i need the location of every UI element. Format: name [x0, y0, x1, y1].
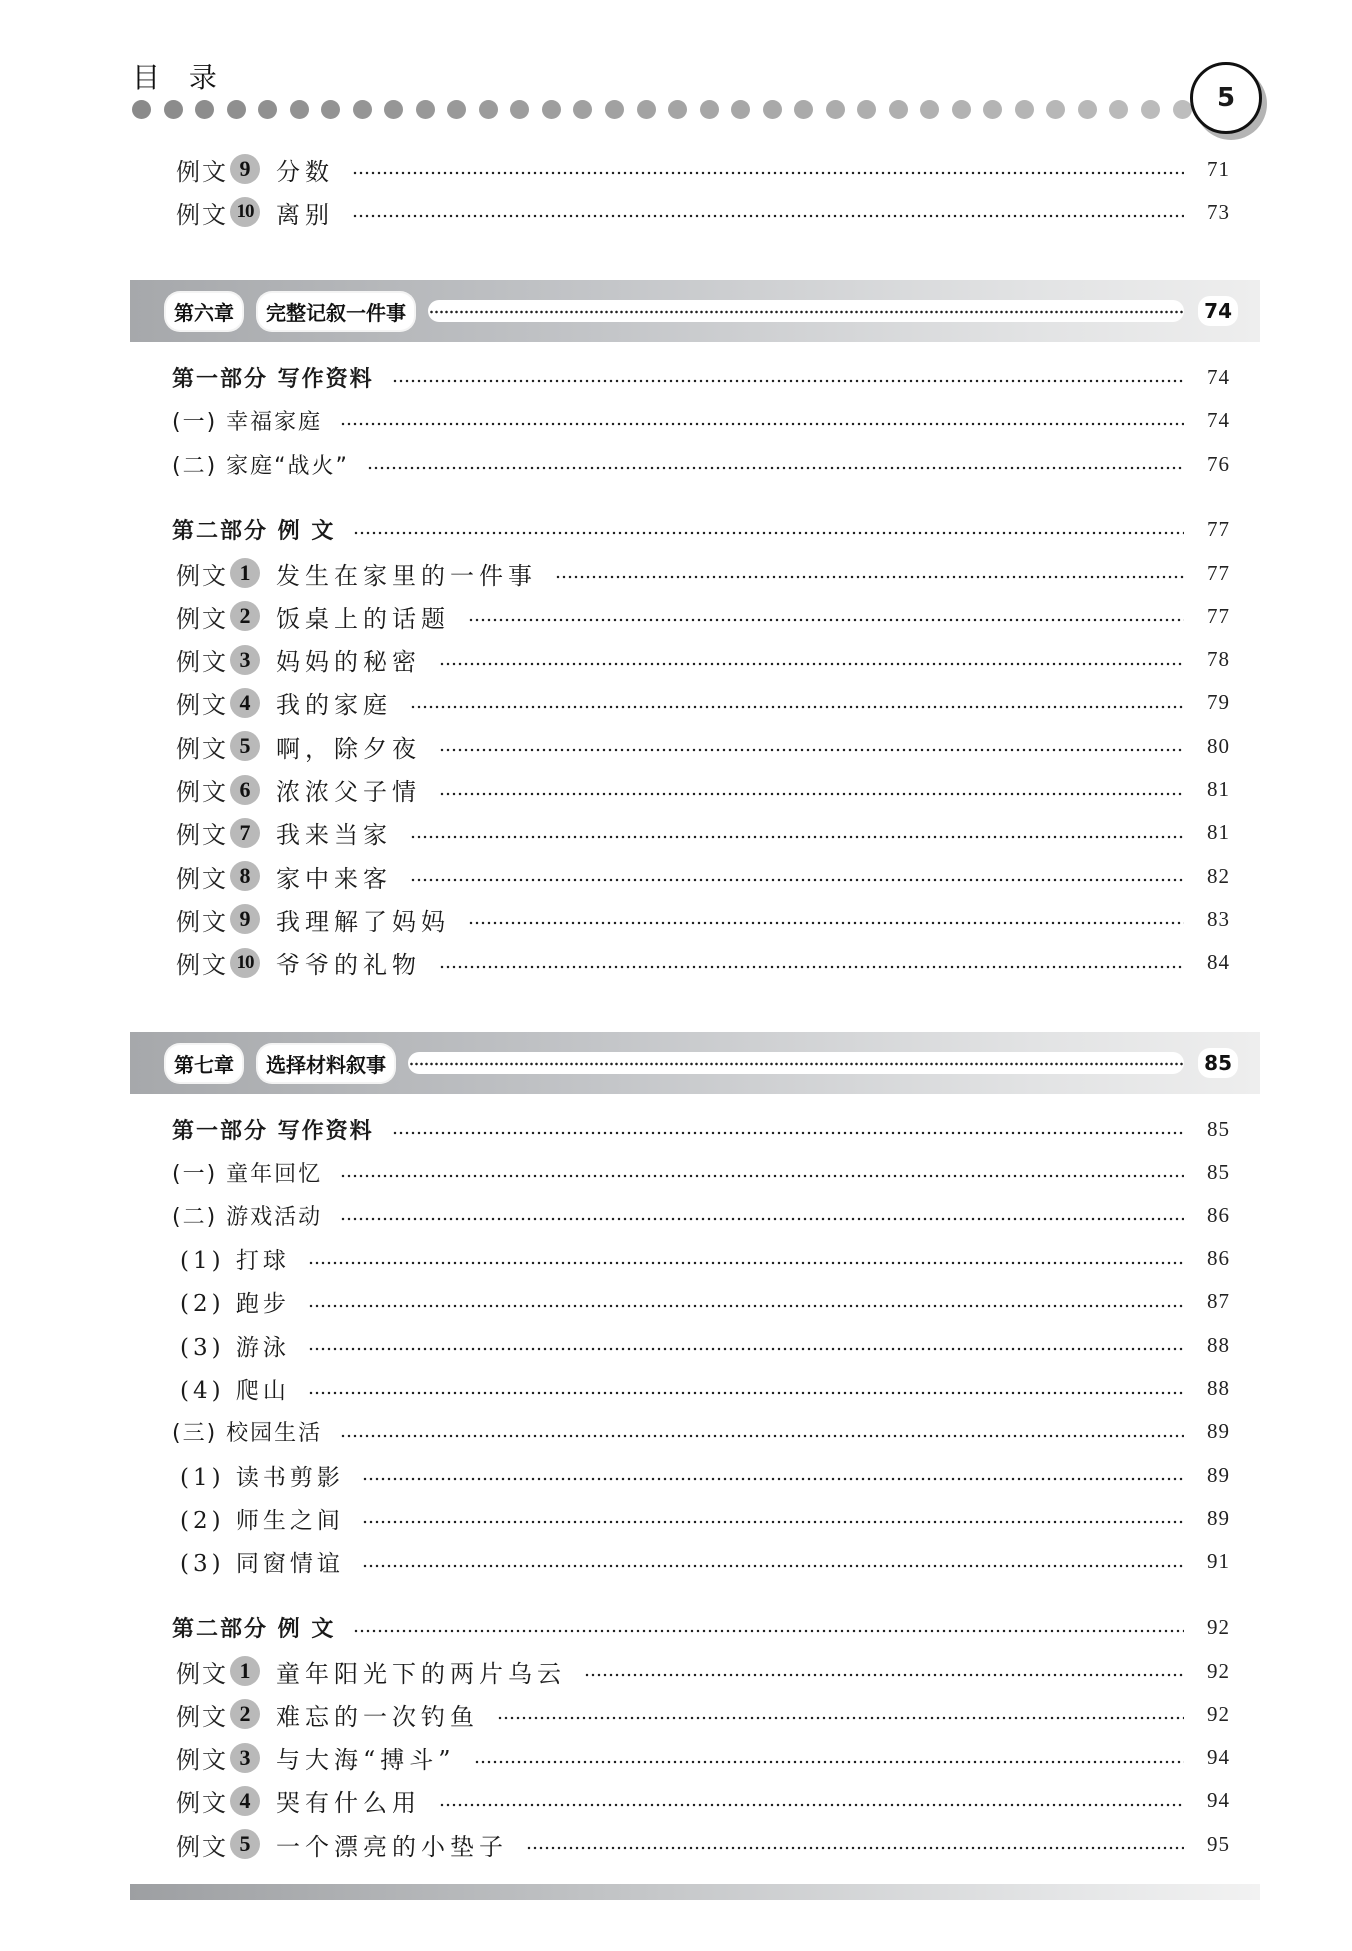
decorative-dot [195, 100, 214, 119]
entry-label: 例文 [176, 1702, 228, 1731]
entry-label: 例文 [176, 907, 228, 936]
toc-entry[interactable] [0, 1651, 1352, 1691]
dot-leader [468, 606, 1184, 626]
dot-leader [497, 1704, 1184, 1724]
toc-part-heading[interactable] [0, 509, 1352, 549]
decorative-dot [447, 100, 466, 119]
decorative-dot [227, 100, 246, 119]
entry-page: 74 [1207, 407, 1230, 432]
entry-page: 84 [1207, 950, 1230, 975]
entry-page: 73 [1207, 199, 1230, 224]
decorative-dot [258, 100, 277, 119]
decorative-dot [132, 100, 151, 119]
entry-page: 92 [1207, 1701, 1230, 1726]
entry-page: 77 [1207, 516, 1230, 541]
entry-page: 77 [1207, 560, 1230, 585]
entry-label: 例文 [176, 1789, 228, 1818]
toc-subsection[interactable] [0, 1282, 1352, 1322]
entry-label: 例文 [176, 604, 228, 633]
entry-number-badge: 4 [230, 688, 260, 718]
toc-subsection[interactable] [0, 1455, 1352, 1495]
entry-page: 86 [1207, 1246, 1230, 1271]
chapter-title: 完整记叙一件事 [258, 293, 414, 330]
decorative-dot [826, 100, 845, 119]
entry-title: 家中来客 [276, 864, 392, 893]
toc-entry[interactable] [0, 813, 1352, 853]
entry-number-badge: 9 [230, 154, 260, 184]
toc-entry[interactable] [0, 726, 1352, 766]
dot-leader [410, 866, 1184, 886]
toc-entry[interactable] [0, 1781, 1352, 1821]
dot-leader [353, 1617, 1184, 1637]
entry-page: 89 [1207, 1419, 1230, 1444]
decorative-dot [384, 100, 403, 119]
subsection-title: (1) 读书剪影 [180, 1464, 344, 1491]
toc-entry[interactable] [0, 856, 1352, 896]
entry-title: 哭有什么用 [276, 1789, 421, 1818]
entry-page: 83 [1207, 906, 1230, 931]
page-number-badge: 5 [1190, 62, 1262, 134]
decorative-dot [290, 100, 309, 119]
decorative-dot [164, 100, 183, 119]
entry-label: 例文 [176, 1746, 228, 1775]
entry-title: 我来当家 [276, 821, 392, 850]
entry-page: 76 [1207, 451, 1230, 476]
dot-leader [428, 300, 1184, 322]
entry-page: 78 [1207, 647, 1230, 672]
entry-page: 81 [1207, 820, 1230, 845]
entry-page: 91 [1207, 1549, 1230, 1574]
section-title: (二) 游戏活动 [172, 1204, 323, 1230]
toc-entry[interactable] [0, 553, 1352, 593]
entry-number-badge: 2 [230, 601, 260, 631]
entry-title: 我理解了妈妈 [276, 907, 450, 936]
toc-entry[interactable] [0, 1694, 1352, 1734]
chapter-title: 选择材料叙事 [258, 1045, 394, 1082]
entry-title: 童年阳光下的两片乌云 [276, 1659, 566, 1688]
dot-leader [362, 1465, 1184, 1485]
toc-entry[interactable] [0, 1738, 1352, 1778]
chapter-label: 第六章 [166, 293, 242, 330]
dot-leader [308, 1379, 1184, 1399]
dot-leader [439, 953, 1184, 973]
toc-entry[interactable] [0, 899, 1352, 939]
entry-label: 例文 [176, 951, 228, 980]
entry-label: 例文 [176, 1832, 228, 1861]
entry-label: 例文 [176, 200, 228, 229]
entry-number-badge: 3 [230, 645, 260, 675]
footer-gradient-bar [130, 1884, 1260, 1900]
entry-number-badge: 5 [230, 731, 260, 761]
entry-number-badge: 8 [230, 861, 260, 891]
entry-number-badge: 6 [230, 775, 260, 805]
dot-leader [308, 1335, 1184, 1355]
entry-page: 85 [1207, 1116, 1230, 1141]
decorative-dot [920, 100, 939, 119]
entry-label: 例文 [176, 561, 228, 590]
toc-subsection[interactable] [0, 1498, 1352, 1538]
entry-number-badge: 7 [230, 818, 260, 848]
decorative-dot [1141, 100, 1160, 119]
part-title: 第一部分 写作资料 [172, 1118, 374, 1144]
entry-title: 发生在家里的一件事 [276, 561, 537, 590]
decorative-dot [731, 100, 750, 119]
chapter-label: 第七章 [166, 1045, 242, 1082]
decorative-dot [573, 100, 592, 119]
decorative-dot [794, 100, 813, 119]
toc-section[interactable] [0, 444, 1352, 484]
dot-leader [392, 367, 1184, 387]
dot-leader [353, 519, 1184, 539]
entry-page: 71 [1207, 156, 1230, 181]
toc-section[interactable] [0, 400, 1352, 440]
entry-page: 89 [1207, 1462, 1230, 1487]
subsection-title: (2) 跑步 [180, 1291, 290, 1318]
dot-leader [584, 1661, 1184, 1681]
entry-title: 分数 [276, 157, 334, 186]
dot-leader [340, 1205, 1184, 1225]
toc-entry[interactable] [0, 149, 1352, 189]
entry-title: 离别 [276, 200, 334, 229]
section-title: (一) 幸福家庭 [172, 409, 323, 435]
entry-label: 例文 [176, 864, 228, 893]
decorative-dot [416, 100, 435, 119]
entry-page: 95 [1207, 1831, 1230, 1856]
chapter-page: 74 [1198, 296, 1238, 326]
decorative-dot [952, 100, 971, 119]
entry-title: 我的家庭 [276, 691, 392, 720]
page-title: 目 录 [132, 61, 227, 94]
decorative-dot [542, 100, 561, 119]
decorative-dot [605, 100, 624, 119]
part-title: 第二部分 例 文 [172, 518, 336, 544]
part-title: 第一部分 写作资料 [172, 366, 374, 392]
decorative-dot [700, 100, 719, 119]
entry-number-badge: 1 [230, 1656, 260, 1686]
entry-number-badge: 9 [230, 904, 260, 934]
entry-title: 妈妈的秘密 [276, 648, 421, 677]
decorative-dot [763, 100, 782, 119]
entry-page: 87 [1207, 1289, 1230, 1314]
dot-leader [392, 1119, 1184, 1139]
dot-leader [439, 780, 1184, 800]
toc-section[interactable] [0, 1195, 1352, 1235]
subsection-title: (3) 同窗情谊 [180, 1551, 344, 1578]
section-title: (一) 童年回忆 [172, 1161, 323, 1187]
dot-leader [474, 1748, 1184, 1768]
decorative-dot [353, 100, 372, 119]
entry-title: 难忘的一次钓鱼 [276, 1702, 479, 1731]
entry-number-badge: 1 [230, 558, 260, 588]
decorative-dot [983, 100, 1002, 119]
entry-number-badge: 2 [230, 1699, 260, 1729]
toc-subsection[interactable] [0, 1325, 1352, 1365]
dot-leader [408, 1052, 1184, 1074]
entry-title: 浓浓父子情 [276, 778, 421, 806]
entry-number-badge: 4 [230, 1786, 260, 1816]
entry-page: 92 [1207, 1658, 1230, 1683]
toc-entry[interactable] [0, 640, 1352, 680]
entry-label: 例文 [176, 734, 228, 763]
entry-label: 例文 [176, 157, 228, 186]
entry-page: 85 [1207, 1159, 1230, 1184]
dot-leader [340, 1422, 1184, 1442]
dot-leader [352, 202, 1184, 222]
entry-title: 饭桌上的话题 [276, 604, 450, 633]
toc-subsection[interactable] [0, 1369, 1352, 1409]
toc-entry[interactable] [0, 596, 1352, 636]
toc-subsection[interactable] [0, 1239, 1352, 1279]
toc-entry[interactable] [0, 1824, 1352, 1864]
section-title: (二) 家庭“战火” [172, 453, 349, 479]
entry-page: 94 [1207, 1788, 1230, 1813]
entry-page: 92 [1207, 1614, 1230, 1639]
toc-section[interactable] [0, 1412, 1352, 1452]
toc-entry[interactable] [0, 770, 1352, 810]
dot-leader [439, 736, 1184, 756]
decorative-dot [1015, 100, 1034, 119]
chapter-7-heading[interactable] [130, 1032, 1260, 1094]
dot-leader [526, 1834, 1184, 1854]
entry-title: 一个漂亮的小垫子 [276, 1832, 508, 1861]
decorative-dot [1173, 100, 1192, 119]
entry-page: 94 [1207, 1745, 1230, 1770]
entry-page: 79 [1207, 690, 1230, 715]
toc-entry[interactable] [0, 943, 1352, 983]
decorative-dot [637, 100, 656, 119]
toc-part-heading[interactable] [0, 357, 1352, 397]
toc-part-heading[interactable] [0, 1607, 1352, 1647]
dot-leader [352, 159, 1184, 179]
decorative-dot [889, 100, 908, 119]
decorative-dot [321, 100, 340, 119]
entry-page: 88 [1207, 1376, 1230, 1400]
toc-entry[interactable] [0, 683, 1352, 723]
subsection-title: (2) 师生之间 [180, 1507, 344, 1534]
entry-label: 例文 [176, 691, 228, 720]
entry-number-badge: 3 [230, 1743, 260, 1773]
dot-leader [340, 1162, 1184, 1182]
entry-number-badge: 10 [230, 197, 260, 227]
part-title: 第二部分 例 文 [172, 1616, 336, 1642]
decorative-dot [510, 100, 529, 119]
toc-section[interactable] [0, 1152, 1352, 1192]
entry-page: 77 [1207, 603, 1230, 628]
dot-leader [367, 454, 1184, 474]
chapter-page: 85 [1198, 1048, 1238, 1078]
dot-leader [308, 1249, 1184, 1269]
entry-page: 86 [1207, 1202, 1230, 1227]
decorative-dot [668, 100, 687, 119]
decorative-dot [857, 100, 876, 119]
subsection-title: (3) 游泳 [180, 1334, 290, 1361]
entry-page: 89 [1207, 1505, 1230, 1530]
entry-page: 82 [1207, 863, 1230, 888]
toc-part-heading[interactable] [0, 1109, 1352, 1149]
dot-leader [362, 1508, 1184, 1528]
entry-title: 啊，除夕夜 [276, 734, 421, 763]
entry-number-badge: 5 [230, 1829, 260, 1859]
decorative-dot-row [132, 98, 1192, 120]
decorative-dot [1109, 100, 1128, 119]
entry-label: 例文 [176, 821, 228, 850]
entry-page: 81 [1207, 777, 1230, 801]
dot-leader [410, 823, 1184, 843]
entry-page: 80 [1207, 733, 1230, 758]
dot-leader [308, 1292, 1184, 1312]
toc-entry[interactable] [0, 192, 1352, 232]
entry-label: 例文 [176, 648, 228, 677]
entry-number-badge: 10 [230, 948, 260, 978]
section-title: (三) 校园生活 [172, 1421, 323, 1447]
subsection-title: (1) 打球 [180, 1248, 290, 1275]
entry-page: 74 [1207, 364, 1230, 389]
decorative-dot [1078, 100, 1097, 119]
dot-leader [439, 1791, 1184, 1811]
entry-label: 例文 [176, 1659, 228, 1688]
chapter-6-heading[interactable] [130, 280, 1260, 342]
entry-page: 88 [1207, 1332, 1230, 1357]
dot-leader [410, 693, 1184, 713]
toc-subsection[interactable] [0, 1542, 1352, 1582]
decorative-dot [1046, 100, 1065, 119]
decorative-dot [479, 100, 498, 119]
dot-leader [439, 650, 1184, 670]
entry-title: 与大海“搏斗” [276, 1746, 456, 1775]
dot-leader [468, 909, 1184, 929]
subsection-title: (4) 爬山 [180, 1378, 290, 1404]
entry-title: 爷爷的礼物 [276, 951, 421, 980]
dot-leader [555, 563, 1184, 583]
dot-leader [362, 1552, 1184, 1572]
dot-leader [340, 410, 1184, 430]
entry-label: 例文 [176, 778, 228, 806]
